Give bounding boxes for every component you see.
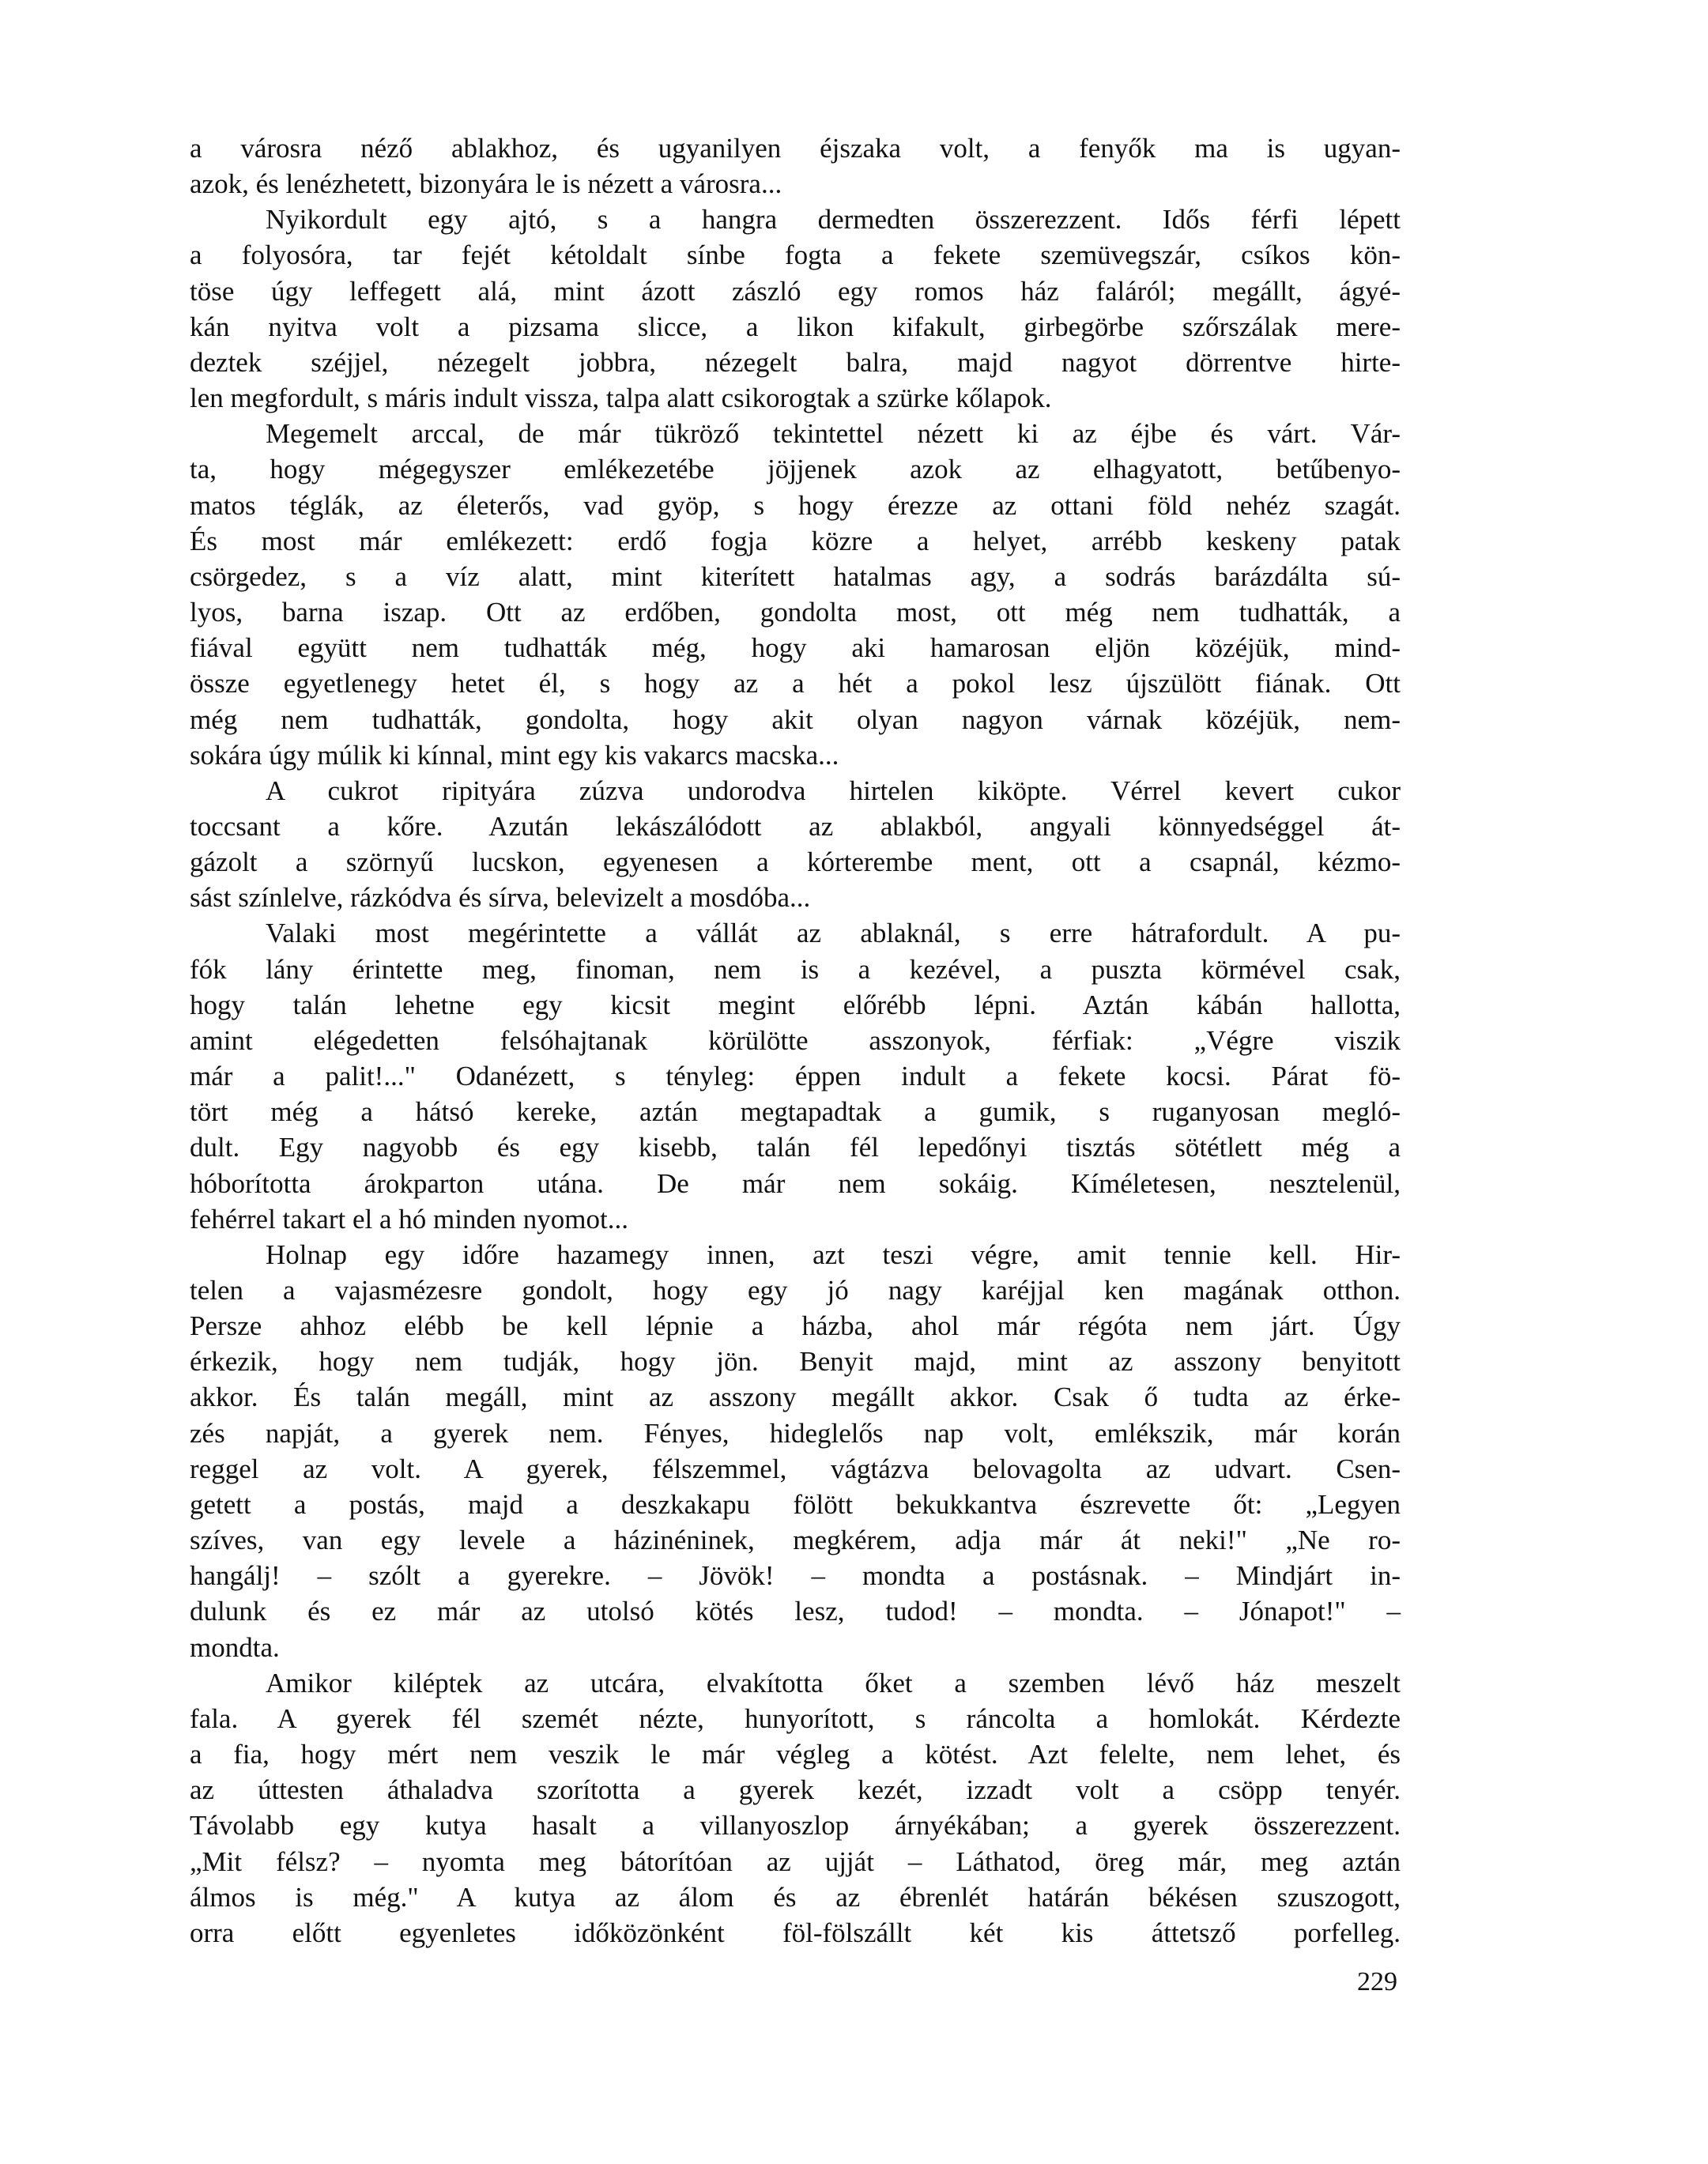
text-line: hóborította árokparton utána. De már nem sokáig. Kíméletesen, nesztelenül, [190, 1167, 1401, 1199]
text-line: tört még a hátsó kereke, aztán megtapadtak a gumik, s ruganyosan megló- [190, 1096, 1401, 1128]
text-line: ta, hogy mégegyszer emlékezetébe jöjjenek azok az elhagyatott, betűbenyo- [190, 454, 1401, 485]
text-line: Távolabb egy kutya hasalt a villanyoszlop árnyékában; a gyerek összerezzent. [190, 1810, 1401, 1842]
text-line: fala. A gyerek fél szemét nézte, hunyorított, s ráncolta a homlokát. Kérdezte [190, 1702, 1401, 1734]
text-line: reggel az volt. A gyerek, félszemmel, vágtázva belovagolta az udvart. Csen- [190, 1453, 1401, 1484]
text-line: És most már emlékezett: erdő fogja közre a helyet, arrébb keskeny patak [190, 525, 1401, 556]
text-line: fehérrel takart el a hó minden nyomot... [190, 1203, 628, 1235]
text-line: fók lány érintette meg, finoman, nem is a kezével, a puszta körmével csak, [190, 953, 1401, 985]
text-line: sokára úgy múlik ki kínnal, mint egy kis vakarcs macska... [190, 739, 839, 771]
text-line: orra előtt egyenletes időközönként föl-fölszállt két kis áttetsző porfelleg. [190, 1917, 1401, 1948]
text-line: len megfordult, s máris indult vissza, talpa alatt csikorogtak a szürke kőlapok. [190, 383, 1052, 414]
text-line: akkor. És talán megáll, mint az asszony megállt akkor. Csak ő tudta az érke- [190, 1382, 1401, 1413]
text-line: lyos, barna iszap. Ott az erdőben, gondolta most, ott még nem tudhatták, a [190, 597, 1401, 628]
text-line: matos téglák, az életerős, vad gyöp, s hogy érezze az ottani föld nehéz szagát. [190, 489, 1401, 521]
text-line: érkezik, hogy nem tudják, hogy jön. Benyit majd, mint az asszony benyitott [190, 1346, 1401, 1378]
text-line: azok, és lenézhetett, bizonyára le is nézett a városra... [190, 168, 782, 200]
body-text [190, 130, 1401, 1951]
text-line: mondta. [190, 1631, 280, 1663]
text-line: még nem tudhatták, gondolta, hogy akit olyan nagyon várnak közéjük, nem- [190, 703, 1401, 735]
text-line: Valaki most megérintette a vállát az ablaknál, s erre hátrafordult. A pu- [266, 918, 1401, 949]
text-line: dulunk és ez már az utolsó kötés lesz, tudod! – mondta. – Jónapot!" – [190, 1596, 1401, 1627]
text-line: amint elégedetten felsóhajtanak körülötte asszonyok, férfiak: „Végre viszik [190, 1024, 1401, 1056]
text-line: hangálj! – szólt a gyerekre. – Jövök! – mondta a postásnak. – Mindjárt in- [190, 1560, 1401, 1592]
text-line: dult. Egy nagyobb és egy kisebb, talán fél lepedőnyi tisztás sötétlett még a [190, 1132, 1401, 1163]
text-line: a fia, hogy mért nem veszik le már végleg a kötést. Azt felelte, nem lehet, és [190, 1739, 1401, 1770]
text-line: a városra néző ablakhoz, és ugyanilyen éjszaka volt, a fenyők ma is ugyan- [190, 133, 1401, 164]
text-line: hogy talán lehetne egy kicsit megint előrébb lépni. Aztán kábán hallotta, [190, 989, 1401, 1020]
text-line: Nyikordult egy ajtó, s a hangra dermedten összerezzent. Idős férfi lépett [266, 204, 1401, 236]
text-line: A cukrot ripityára zúzva undorodva hirtelen kiköpte. Vérrel kevert cukor [266, 775, 1401, 806]
text-line: deztek széjjel, nézegelt jobbra, nézegelt balra, majd nagyot dörrentve hirte- [190, 346, 1401, 378]
text-line: csörgedez, s a víz alatt, mint kiterített hatalmas agy, a sodrás barázdálta sú- [190, 560, 1401, 592]
text-line: fiával együtt nem tudhatták még, hogy aki hamarosan eljön közéjük, mind- [190, 632, 1401, 664]
text-line: gázolt a szörnyű lucskon, egyenesen a kórterembe ment, ott a csapnál, kézmo- [190, 846, 1401, 878]
text-line: már a palit!..." Odanézett, s tényleg: éppen indult a fekete kocsi. Párat fö- [190, 1061, 1401, 1092]
text-line: getett a postás, majd a deszkakapu fölött bekukkantva észrevette őt: „Legyen [190, 1488, 1401, 1520]
text-line: a folyosóra, tar fejét kétoldalt sínbe fogta a fekete szemüvegszár, csíkos kön- [190, 239, 1401, 271]
text-line: sást színlelve, rázkódva és sírva, belevizelt a mosdóba... [190, 882, 811, 914]
text-line: szíves, van egy levele a házinéninek, megkérem, adja már át neki!" „Ne ro- [190, 1525, 1401, 1556]
text-line: Holnap egy időre hazamegy innen, azt teszi végre, amit tennie kell. Hir- [266, 1238, 1401, 1270]
text-line: álmos is még." A kutya az álom és az ébrenlét határán békésen szuszogott, [190, 1881, 1401, 1913]
text-line: töse úgy leffegett alá, mint ázott zászló egy romos ház faláról; megállt, ágyé- [190, 275, 1401, 307]
text-line: össze egyetlenegy hetet él, s hogy az a hét a pokol lesz újszülött fiának. Ott [190, 668, 1401, 699]
text-line: Persze ahhoz elébb be kell lépnie a házba, ahol már régóta nem járt. Úgy [190, 1310, 1401, 1342]
text-line: Megemelt arccal, de már tükröző tekintettel nézett ki az éjbe és várt. Vár- [266, 418, 1401, 450]
text-line: kán nyitva volt a pizsama slicce, a likon kifakult, girbegörbe szőrszálak mere- [190, 311, 1401, 342]
text-line: „Mit félsz? – nyomta meg bátorítóan az ujját – Láthatod, öreg már, meg aztán [190, 1845, 1401, 1877]
text-line: telen a vajasmézesre gondolt, hogy egy jó nagy karéjjal ken magának otthon. [190, 1275, 1401, 1306]
text-line: Amikor kiléptek az utcára, elvakította őket a szemben lévő ház meszelt [266, 1667, 1401, 1698]
text-line: zés napját, a gyerek nem. Fényes, hideglelős nap volt, emlékszik, már korán [190, 1417, 1401, 1449]
text-line: az úttesten áthaladva szorította a gyerek kezét, izzadt volt a csöpp tenyér. [190, 1774, 1401, 1806]
page-number: 229 [1357, 1967, 1397, 1996]
text-line: toccsant a kőre. Azután lekászálódott az ablakból, angyali könnyedséggel át- [190, 810, 1401, 842]
